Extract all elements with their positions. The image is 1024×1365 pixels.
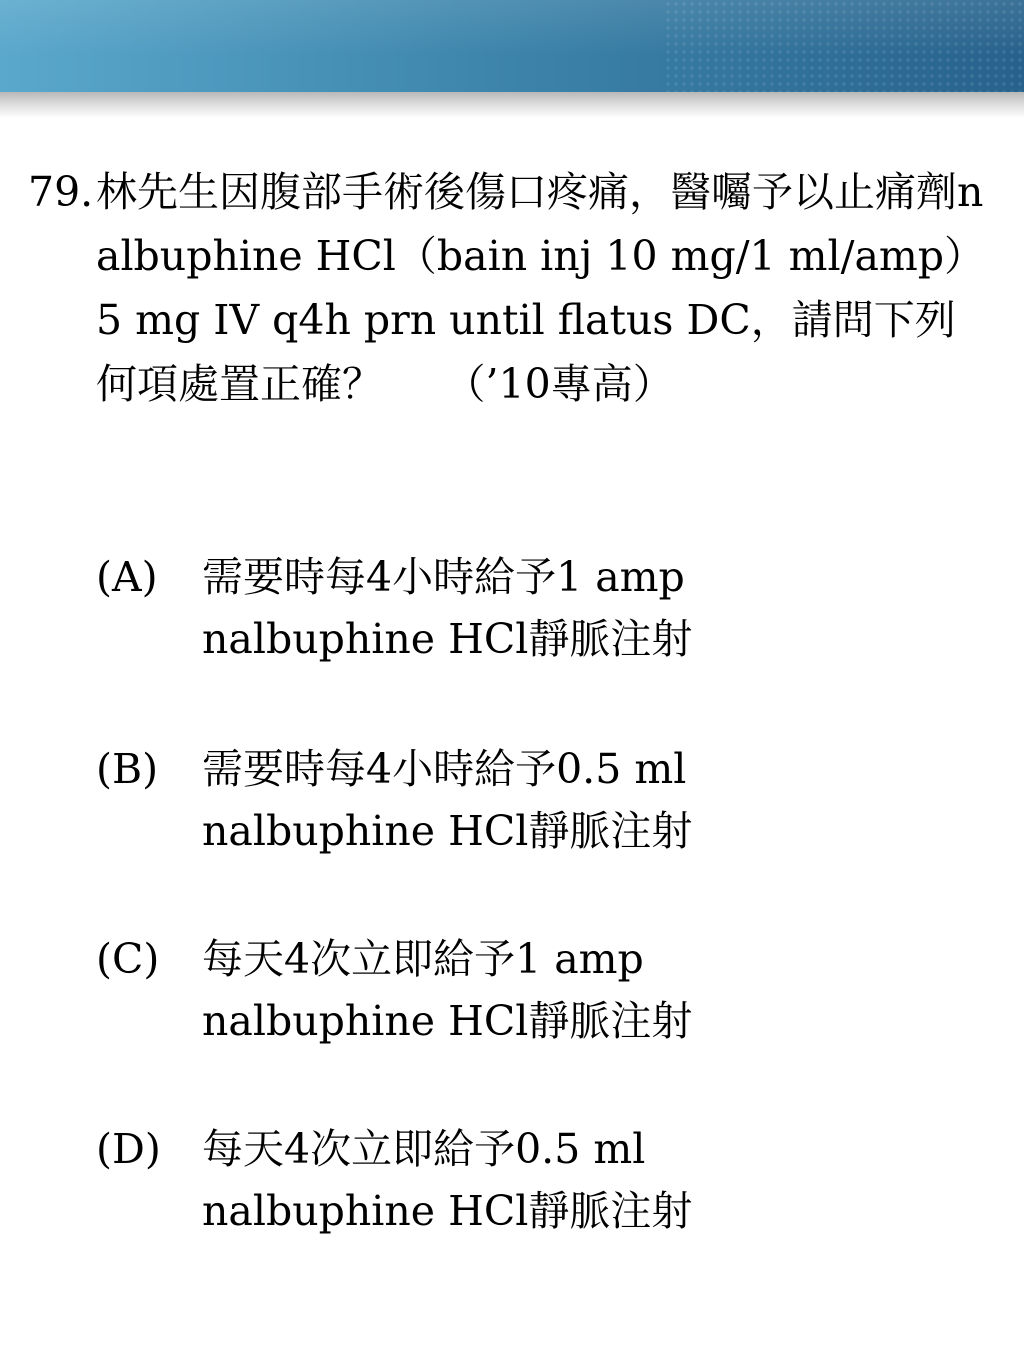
question-block — [28, 160, 1008, 416]
option-a — [96, 546, 1002, 670]
header-shadow — [0, 92, 1024, 118]
option-b-label: (B) — [96, 745, 159, 793]
question-number: 79. — [28, 168, 94, 216]
option-c — [96, 928, 1002, 1052]
option-c-text: 每天4次立即給予1 amp nalbuphine HCl靜脈注射 — [202, 935, 693, 1045]
option-b — [96, 738, 1002, 862]
option-a-label: (A) — [96, 553, 158, 601]
option-d-label: (D) — [96, 1125, 161, 1173]
slide-header-band — [0, 0, 1024, 92]
header-dot-pattern — [664, 0, 1024, 92]
option-c-label: (C) — [96, 935, 160, 983]
option-b-text: 需要時每4小時給予0.5 ml nalbuphine HCl靜脈注射 — [202, 745, 693, 855]
option-a-text: 需要時每4小時給予1 amp nalbuphine HCl靜脈注射 — [202, 553, 693, 663]
option-d — [96, 1118, 1002, 1242]
question-text: 林先生因腹部手術後傷口疼痛，醫囑予以止痛劑nalbuphine HCl（bain inj 10 mg/1 ml/amp）5 mg IV q4h prn until flatus DC，請問下列何項處置正確？ （’10專高） — [96, 168, 986, 408]
option-d-text: 每天4次立即給予0.5 ml nalbuphine HCl靜脈注射 — [202, 1125, 693, 1235]
